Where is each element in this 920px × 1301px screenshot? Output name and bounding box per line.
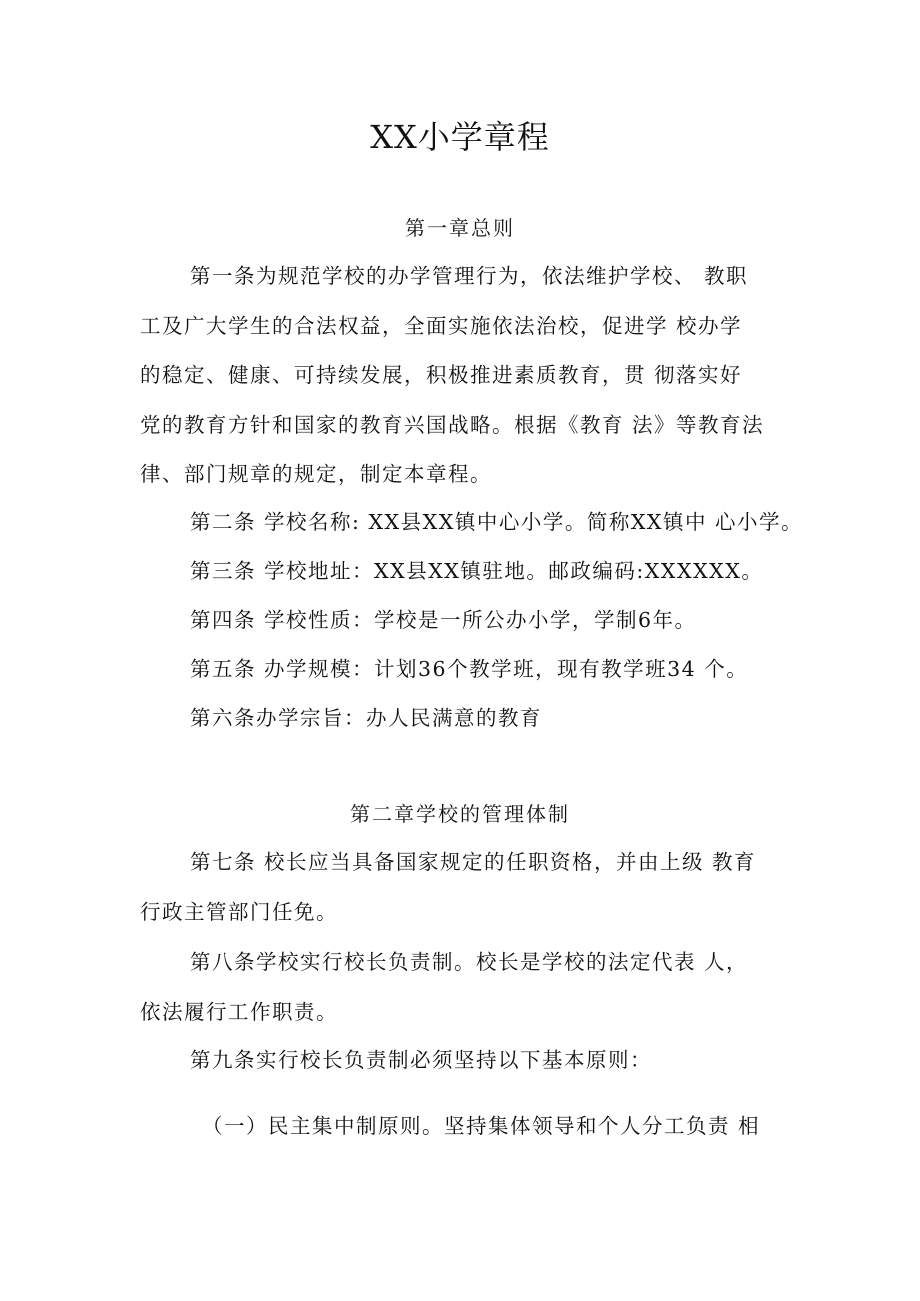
article-1-line: 律、部门规章的规定，制定本章程。 bbox=[140, 462, 492, 486]
article-1-line: 第一条为规范学校的办学管理行为，依法维护学校、 教职 bbox=[190, 264, 749, 288]
article-6: 第六条办学宗旨：办人民满意的教育 bbox=[190, 706, 542, 730]
article-2: 第二条 学校名称: XX县XX镇中心小学。简称XX镇中 心小学。 bbox=[190, 510, 804, 534]
article-5: 第五条 办学规模：计划36个教学班，现有教学班34 个。 bbox=[190, 657, 749, 681]
article-7-line: 行政主管部门任免。 bbox=[140, 899, 338, 924]
chapter-1-heading: 第一章总则 bbox=[405, 216, 515, 240]
article-3: 第三条 学校地址：XX县XX镇驻地。邮政编码:XXXXXX。 bbox=[190, 559, 764, 583]
article-8-line: 第八条学校实行校长负责制。校长是学校的法定代表 人， bbox=[190, 950, 749, 974]
article-8-line: 依法履行工作职责。 bbox=[140, 999, 338, 1024]
article-1-line: 党的教育方针和国家的教育兴国战略。根据《教育 法》等教育法 bbox=[140, 412, 765, 437]
document-title: XX小学章程 bbox=[370, 118, 550, 156]
article-1 bbox=[140, 252, 800, 500]
article-8 bbox=[140, 938, 800, 1037]
article-9-item-1: （一）民主集中制原则。坚持集体领导和个人分工负责 相 bbox=[202, 1114, 761, 1138]
article-7 bbox=[140, 838, 800, 937]
article-1-line: 的稳定、健康、可持续发展，积极推进素质教育，贯 彻落实好 bbox=[140, 363, 743, 387]
article-1-line: 工及广大学生的合法权益，全面实施依法治校，促进学 校办学 bbox=[140, 313, 743, 338]
article-4: 第四条 学校性质：学校是一所公办小学，学制6年。 bbox=[190, 608, 697, 632]
article-7-line: 第七条 校长应当具备国家规定的任职资格，并由上级 教育 bbox=[190, 850, 757, 874]
article-9: 第九条实行校长负责制必须坚持以下基本原则： bbox=[190, 1048, 652, 1072]
chapter-2-heading: 第二章学校的管理体制 bbox=[350, 802, 570, 826]
